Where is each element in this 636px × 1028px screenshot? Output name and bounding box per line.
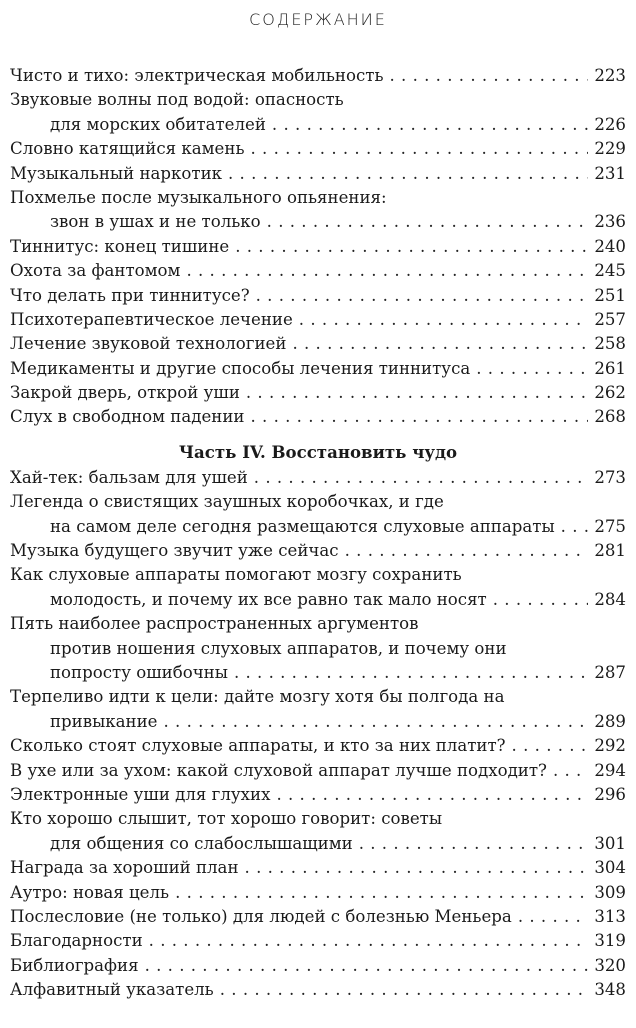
toc-entry-title: Электронные уши для глухих [10, 784, 271, 804]
dot-leader [389, 64, 588, 88]
table-of-contents [10, 64, 626, 1002]
toc-entry-title: Легенда о свистящих заушных коробочках, и где [10, 492, 444, 512]
part-heading: Часть IV. Восстановить чудо [178, 441, 458, 462]
toc-entry [10, 759, 626, 783]
dot-leader [234, 661, 588, 685]
toc-entry [10, 186, 626, 210]
dot-leader [553, 759, 588, 783]
toc-entry [10, 637, 626, 661]
toc-entry [10, 929, 626, 953]
toc-entry-page-number: 304 [594, 858, 626, 878]
toc-entry-title: Награда за хороший план [10, 858, 239, 878]
toc-entry-title: против ношения слуховых аппаратов, и почему они [50, 638, 507, 658]
toc-entry [10, 832, 626, 856]
toc-entry-page-number: 236 [594, 212, 626, 232]
toc-entry-page-number: 319 [594, 931, 626, 951]
dot-leader [493, 588, 588, 612]
toc-entry-page-number: 294 [594, 760, 626, 780]
toc-entry-page-number: 301 [594, 833, 626, 853]
dot-leader [250, 405, 588, 429]
toc-entry-title: Тиннитус: конец тишине [10, 236, 230, 256]
dot-leader [561, 515, 588, 539]
toc-entry-title: Психотерапевтическое лечение [10, 309, 293, 329]
dot-leader [256, 284, 588, 308]
toc-entry [10, 466, 626, 490]
toc-entry [10, 405, 626, 429]
toc-entry [10, 210, 626, 234]
toc-entry [10, 856, 626, 880]
toc-entry [10, 64, 626, 88]
toc-entry [10, 515, 626, 539]
toc-entry-title: звон в ушах и не только [50, 212, 261, 232]
toc-entry [10, 881, 626, 905]
toc-entry [10, 332, 626, 356]
toc-entry-title: Аутро: новая цель [10, 882, 170, 902]
dot-leader [272, 113, 588, 137]
toc-entry [10, 710, 626, 734]
toc-entry-title: Хай-тек: бальзам для ушей [10, 467, 248, 487]
toc-entry-page-number: 273 [594, 467, 626, 487]
toc-entry-title: Пять наиболее распространенных аргументов [10, 614, 419, 634]
toc-entry [10, 783, 626, 807]
dot-leader [476, 357, 588, 381]
dot-leader [186, 259, 588, 283]
toc-entry [10, 490, 626, 514]
toc-entry-title: Сколько стоят слуховые аппараты, и кто за них платит? [10, 736, 506, 756]
toc-entry-title: Словно катящийся камень [10, 139, 245, 159]
toc-entry-title: Закрой дверь, открой уши [10, 383, 240, 403]
dot-leader [246, 381, 588, 405]
toc-entry [10, 807, 626, 831]
toc-entry-title: на самом деле сегодня размещаются слуховые аппараты [50, 516, 555, 536]
toc-entry-title: Библиография [10, 955, 139, 975]
toc-entry-title: В ухе или за ухом: какой слуховой аппарат лучше подходит? [10, 760, 547, 780]
toc-entry-page-number: 275 [594, 516, 626, 536]
toc-entry-title: Звуковые волны под водой: опасность [10, 90, 344, 110]
toc-entry-title: Медикаменты и другие способы лечения тиннитуса [10, 358, 471, 378]
toc-entry [10, 978, 626, 1002]
toc-entry-title: Терпеливо идти к цели: дайте мозгу хотя бы полгода на [10, 687, 505, 707]
toc-entry-title: молодость, и почему их все равно так мало носят [50, 589, 487, 609]
toc-entry-page-number: 268 [594, 407, 626, 427]
toc-entry-title: Музыкальный наркотик [10, 163, 222, 183]
toc-entry [10, 113, 626, 137]
toc-entry-title: Кто хорошо слышит, тот хорошо говорит: советы [10, 809, 443, 829]
toc-entry [10, 588, 626, 612]
dot-leader [145, 954, 588, 978]
dot-leader [220, 978, 588, 1002]
dot-leader [276, 783, 588, 807]
toc-entry [10, 685, 626, 709]
toc-entry-title: Как слуховые аппараты помогают мозгу сохранить [10, 565, 462, 585]
toc-block-part-4 [10, 466, 626, 1003]
toc-entry-page-number: 281 [594, 541, 626, 561]
toc-entry [10, 563, 626, 587]
toc-entry-page-number: 257 [594, 309, 626, 329]
toc-entry-page-number: 226 [594, 114, 626, 134]
toc-entry [10, 284, 626, 308]
toc-entry-title: Что делать при тиннитусе? [10, 285, 250, 305]
toc-entry-page-number: 309 [594, 882, 626, 902]
toc-entry-page-number: 296 [594, 784, 626, 804]
dot-leader [235, 235, 588, 259]
dot-leader [149, 929, 588, 953]
toc-entry [10, 259, 626, 283]
dot-leader [267, 210, 588, 234]
running-head: СОДЕРЖАНИЕ [249, 10, 387, 29]
toc-entry-title: для морских обитателей [50, 114, 266, 134]
dot-leader [359, 832, 588, 856]
toc-entry-title: Чисто и тихо: электрическая мобильность [10, 66, 384, 85]
toc-entry-title: привыкание [50, 711, 158, 731]
toc-entry-page-number: 261 [594, 358, 626, 378]
dot-leader [292, 332, 588, 356]
dot-leader [254, 466, 588, 490]
toc-entry-page-number: 289 [594, 711, 626, 731]
toc-entry-title: Лечение звуковой технологией [10, 334, 287, 354]
toc-entry-title: попросту ошибочны [50, 662, 228, 682]
toc-entry-title: для общения со слабослышащими [50, 833, 353, 853]
toc-entry [10, 612, 626, 636]
toc-entry [10, 905, 626, 929]
toc-entry-page-number: 258 [594, 334, 626, 354]
toc-entry [10, 661, 626, 685]
toc-entry-page-number: 245 [594, 261, 626, 281]
toc-entry [10, 162, 626, 186]
toc-entry [10, 539, 626, 563]
dot-leader [299, 308, 588, 332]
toc-entry-title: Музыка будущего звучит уже сейчас [10, 541, 339, 561]
toc-entry-page-number: 284 [594, 589, 626, 609]
dot-leader [164, 710, 589, 734]
toc-entry-title: Охота за фантомом [10, 261, 181, 281]
toc-entry [10, 308, 626, 332]
toc-entry-page-number: 262 [594, 383, 626, 403]
toc-entry [10, 88, 626, 112]
dot-leader [228, 162, 588, 186]
toc-entry [10, 734, 626, 758]
toc-entry-page-number: 320 [594, 955, 626, 975]
toc-entry-title: Благодарности [10, 931, 143, 951]
dot-leader [175, 881, 588, 905]
dot-leader [250, 137, 588, 161]
toc-entry-page-number: 348 [594, 980, 626, 1000]
toc-entry-page-number: 313 [594, 906, 626, 926]
toc-entry [10, 954, 626, 978]
toc-entry-page-number: 292 [594, 736, 626, 756]
toc-entry-page-number: 240 [594, 236, 626, 256]
toc-entry-page-number: 251 [594, 285, 626, 305]
dot-leader [245, 856, 588, 880]
toc-entry-page-number: 231 [594, 163, 626, 183]
toc-entry-page-number: 287 [594, 662, 626, 682]
toc-page [10, 0, 626, 1028]
toc-entry-page-number: 223 [594, 66, 626, 85]
dot-leader [512, 734, 588, 758]
toc-entry-title: Похмелье после музыкального опьянения: [10, 187, 387, 207]
toc-entry-title: Послесловие (не только) для людей с болезнью Меньера [10, 906, 512, 926]
toc-entry-title: Алфавитный указатель [10, 980, 214, 1000]
toc-entry [10, 381, 626, 405]
toc-entry [10, 137, 626, 161]
dot-leader [518, 905, 588, 929]
toc-entry-page-number: 229 [594, 139, 626, 159]
dot-leader [345, 539, 588, 563]
toc-entry [10, 235, 626, 259]
toc-block-part-3 [10, 64, 626, 430]
toc-entry-title: Слух в свободном падении [10, 407, 245, 427]
toc-entry [10, 357, 626, 381]
